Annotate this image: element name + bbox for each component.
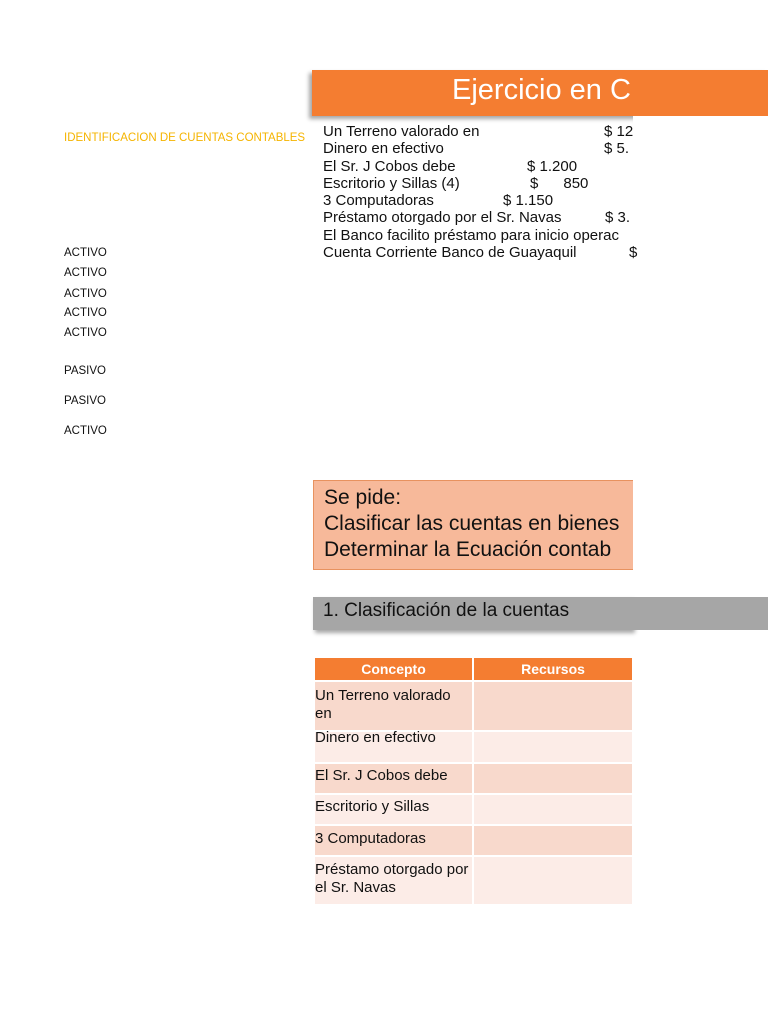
account-name: 3 Computadoras bbox=[323, 192, 434, 210]
table-cell-concepto: Dinero en efectivo bbox=[315, 729, 436, 746]
table-header-concepto: Concepto bbox=[315, 658, 472, 680]
account-name: Préstamo otorgado por el Sr. Navas bbox=[323, 209, 562, 227]
table-cell-concepto: Préstamo otorgado por el Sr. Navas bbox=[315, 861, 469, 896]
label-activo-1: ACTIVO bbox=[64, 247, 107, 259]
se-pide-line: Determinar la Ecuación contab bbox=[324, 538, 612, 561]
table-cell-concepto: Un Terreno valorado en bbox=[315, 687, 451, 722]
section-bar bbox=[313, 597, 633, 630]
left-heading: IDENTIFICACION DE CUENTAS CONTABLES bbox=[64, 132, 306, 144]
account-name: El Sr. J Cobos debe bbox=[323, 157, 456, 175]
label-activo-2: ACTIVO bbox=[64, 267, 107, 279]
right-blank-area bbox=[633, 480, 768, 570]
account-name: Escritorio y Sillas (4) bbox=[323, 174, 460, 192]
se-pide-line: Clasificar las cuentas en bienes bbox=[324, 512, 620, 535]
account-amount: $ 1.200 bbox=[527, 157, 578, 175]
se-pide-box bbox=[313, 480, 634, 570]
account-name: El Banco facilito préstamo para inicio operac bbox=[323, 226, 619, 244]
table-cell-concepto: Escritorio y Sillas bbox=[315, 798, 430, 815]
account-row bbox=[323, 192, 633, 209]
account-row bbox=[323, 209, 633, 226]
account-name: Dinero en efectivo bbox=[323, 140, 444, 158]
table-cell-recursos bbox=[474, 764, 632, 793]
account-amount: $ 3. bbox=[605, 209, 631, 227]
label-activo-6: ACTIVO bbox=[64, 425, 107, 437]
label-pasivo-1: PASIVO bbox=[64, 365, 106, 377]
section-title: 1. Clasificación de la cuentas bbox=[323, 600, 570, 621]
table-cell-recursos bbox=[474, 857, 632, 904]
title-banner bbox=[312, 70, 768, 116]
account-amount: $ 1.150 bbox=[503, 192, 554, 210]
account-name: Cuenta Corriente Banco de Guayaquil bbox=[323, 244, 577, 262]
table-cell-recursos bbox=[474, 682, 632, 730]
table-cell-concepto: 3 Computadoras bbox=[315, 830, 426, 847]
table-cell-concepto: El Sr. J Cobos debe bbox=[315, 767, 448, 784]
account-name: Un Terreno valorado en bbox=[323, 123, 480, 140]
label-activo-3: ACTIVO bbox=[64, 288, 107, 300]
account-row bbox=[323, 140, 633, 157]
table-cell-recursos bbox=[474, 795, 632, 824]
right-blank-area bbox=[633, 116, 768, 1024]
label-activo-5: ACTIVO bbox=[64, 327, 107, 339]
account-row bbox=[323, 123, 633, 140]
table-cell-recursos bbox=[474, 732, 632, 762]
account-amount: $ 850 bbox=[530, 174, 589, 192]
account-row bbox=[323, 227, 633, 244]
section-bar-extension bbox=[633, 597, 768, 630]
account-row bbox=[323, 158, 633, 175]
table-cell-recursos bbox=[474, 826, 632, 855]
account-amount: $ 12 bbox=[604, 123, 634, 140]
page-title: Ejercicio en C bbox=[452, 74, 631, 106]
account-row bbox=[323, 175, 633, 192]
se-pide-line: Se pide: bbox=[324, 486, 402, 509]
label-pasivo-2: PASIVO bbox=[64, 395, 106, 407]
account-amount: $ bbox=[629, 244, 638, 262]
account-row bbox=[323, 244, 638, 262]
table-header-recursos: Recursos bbox=[474, 658, 632, 680]
account-list bbox=[323, 123, 638, 262]
label-activo-4: ACTIVO bbox=[64, 307, 107, 319]
account-amount: $ 5. bbox=[604, 140, 630, 158]
